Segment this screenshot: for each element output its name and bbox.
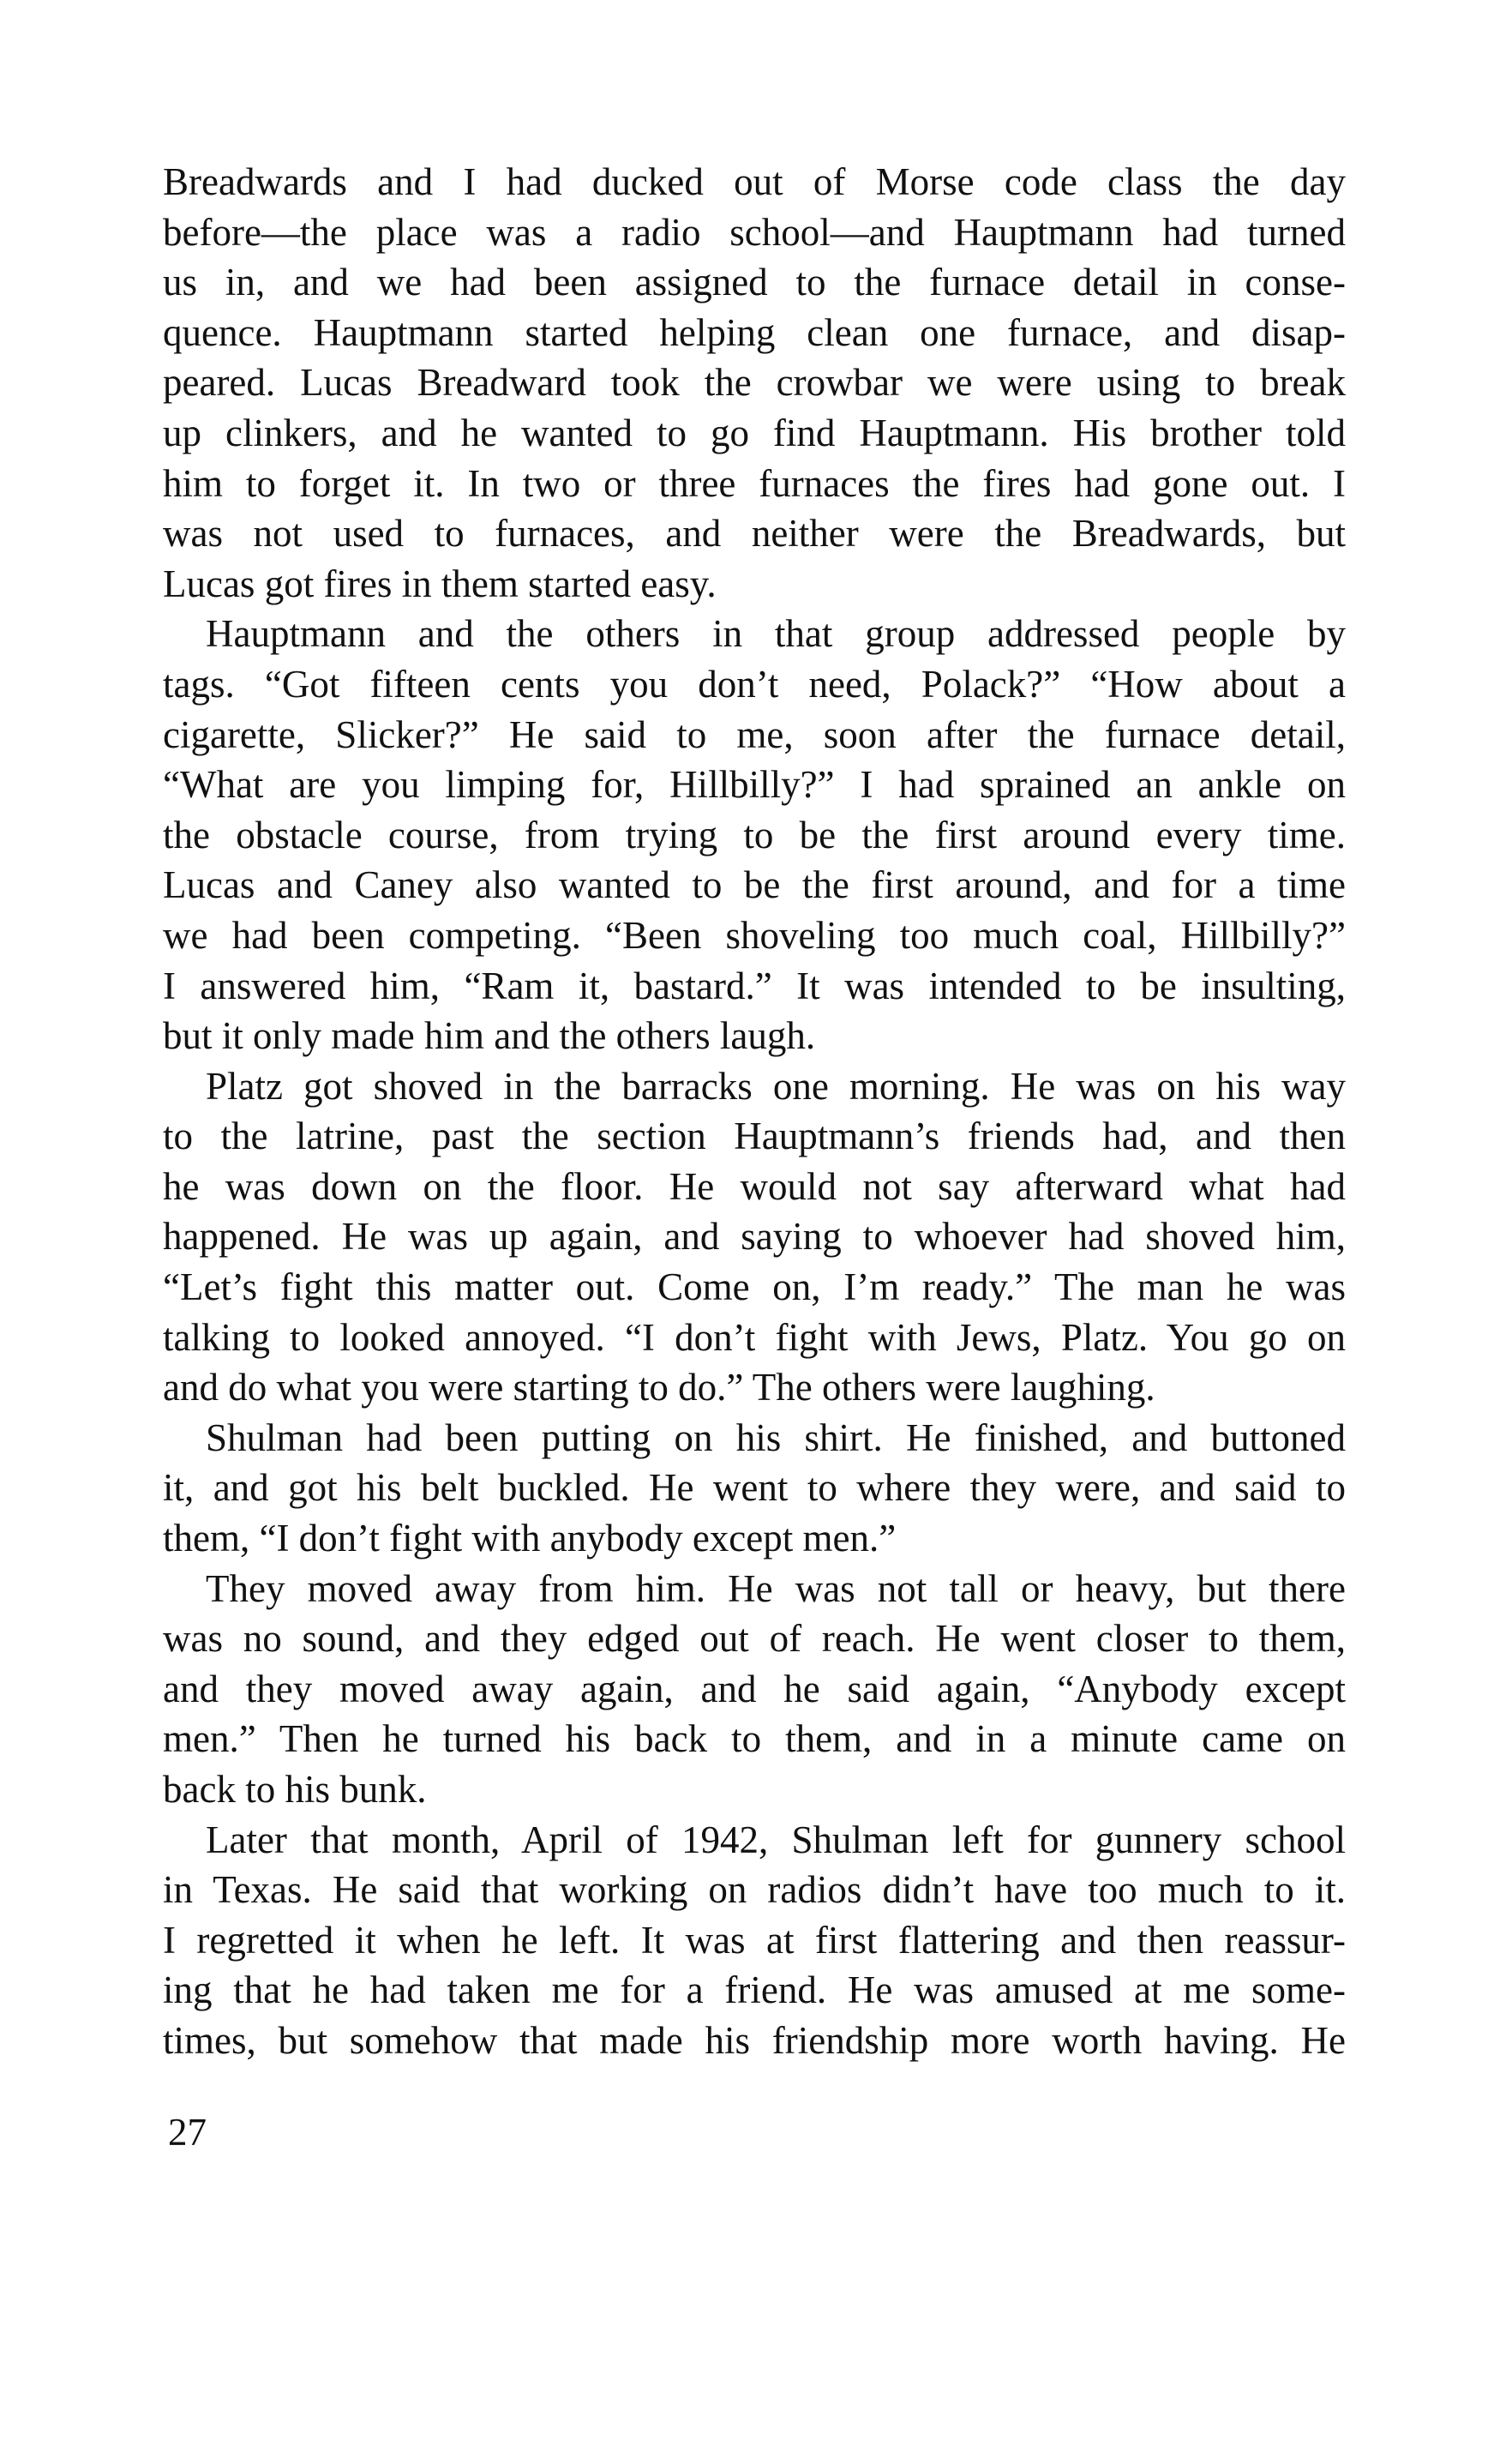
text-line: in Texas. He said that working on radios didn’t have too much to it.	[163, 1868, 1346, 1912]
text-line: I regretted it when he left. It was at first flattering and then reassur-	[163, 1918, 1346, 1962]
text-line: “Let’s fight this matter out. Come on, I’m ready.” The man he was	[163, 1265, 1346, 1309]
text-line: Lucas got fires in them started easy.	[163, 562, 717, 605]
paragraph	[163, 1061, 1346, 1413]
text-line: it, and got his belt buckled. He went to where they were, and said to	[163, 1466, 1346, 1510]
text-line: tags. “Got fifteen cents you don’t need, Polack?” “How about a	[163, 662, 1346, 706]
text-line: and they moved away again, and he said again, “Anybody except	[163, 1667, 1346, 1710]
paragraph	[163, 1413, 1346, 1564]
text-line: ing that he had taken me for a friend. He was amused at me some-	[163, 1968, 1346, 2012]
text-line: to the latrine, past the section Hauptmann’s friends had, and then	[163, 1115, 1346, 1158]
text-line: times, but somehow that made his friendship more worth having. He	[163, 2018, 1346, 2062]
text-line: Hauptmann and the others in that group addressed people by	[206, 612, 1346, 656]
text-line: quence. Hauptmann started helping clean one furnace, and disap-	[163, 310, 1346, 354]
paragraph	[163, 609, 1346, 1061]
text-line: I answered him, “Ram it, bastard.” It was intended to be insulting,	[163, 964, 1346, 1007]
text-line: before—the place was a radio school—and Hauptmann had turned	[163, 210, 1346, 254]
text-line: and do what you were starting to do.” The others were laughing.	[163, 1366, 1155, 1409]
text-line: happened. He was up again, and saying to whoever had shoved him,	[163, 1215, 1346, 1259]
text-line: back to his bunk.	[163, 1768, 427, 1811]
paragraph	[163, 1564, 1346, 1815]
paragraph	[163, 1815, 1346, 2066]
text-line: Shulman had been putting on his shirt. He finished, and buttoned	[206, 1415, 1346, 1459]
text-line: Breadwards and I had ducked out of Morse code class the day	[163, 160, 1346, 203]
text-line: talking to looked annoyed. “I don’t fight with Jews, Platz. You go on	[163, 1315, 1346, 1359]
text-line: he was down on the floor. He would not say afterward what had	[163, 1164, 1346, 1208]
text-line: Platz got shoved in the barracks one morning. He was on his way	[206, 1064, 1346, 1108]
page-body	[163, 157, 1346, 2066]
text-line: up clinkers, and he wanted to go find Hauptmann. His brother told	[163, 411, 1346, 454]
paragraph	[163, 157, 1346, 609]
text-line: They moved away from him. He was not tall or heavy, but there	[206, 1566, 1346, 1610]
text-line: we had been competing. “Been shoveling too much coal, Hillbilly?”	[163, 913, 1346, 957]
text-line: cigarette, Slicker?” He said to me, soon after the furnace detail,	[163, 712, 1346, 756]
text-line: Lucas and Caney also wanted to be the first around, and for a time	[163, 863, 1346, 907]
text-line: was not used to furnaces, and neither were the Breadwards, but	[163, 512, 1346, 556]
text-line: Later that month, April of 1942, Shulman left for gunnery school	[206, 1818, 1346, 1861]
text-line: the obstacle course, from trying to be the first around every time.	[163, 813, 1346, 856]
text-line: but it only made him and the others laugh.	[163, 1014, 816, 1058]
text-line: “What are you limping for, Hillbilly?” I had sprained an ankle on	[163, 763, 1346, 807]
text-line: us in, and we had been assigned to the furnace detail in conse-	[163, 261, 1346, 304]
text-line: peared. Lucas Breadward took the crowbar we were using to break	[163, 361, 1346, 405]
text-line: them, “I don’t fight with anybody except men.”	[163, 1517, 897, 1560]
page-number: 27	[168, 2111, 207, 2154]
text-line: him to forget it. In two or three furnaces the fires had gone out. I	[163, 461, 1346, 505]
text-line: men.” Then he turned his back to them, and in a minute came on	[163, 1717, 1346, 1761]
text-line: was no sound, and they edged out of reach. He went closer to them,	[163, 1617, 1346, 1661]
